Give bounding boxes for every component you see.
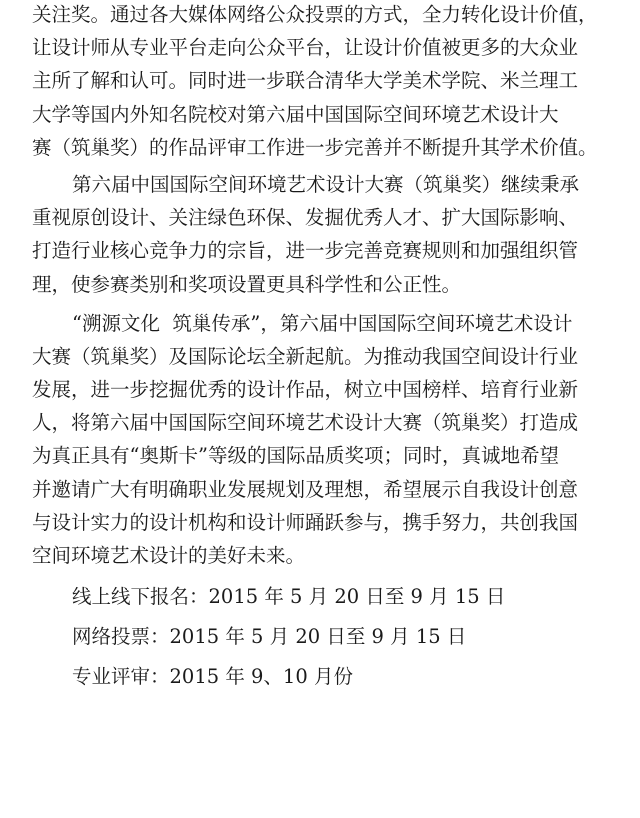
text-line: 打造行业核心竞争力的宗旨，进一步完善竞赛规则和加强组织管 [32, 239, 579, 263]
text-line: 理，使参赛类别和奖项设置更具科学性和公正性。 [32, 272, 462, 296]
paragraph-competition-mission [32, 168, 624, 301]
paragraph-awards-intro [32, 0, 624, 164]
text-line: 发展，进一步挖掘优秀的设计作品，树立中国榜样、培育行业新 [32, 378, 579, 402]
text-line: 人，将第六届中国国际空间环境艺术设计大赛（筑巢奖）打造成 [32, 411, 579, 435]
text-line: 大学等国内外知名院校对第六届中国国际空间环境艺术设计大 [32, 102, 559, 126]
text-line: “溯源文化 筑巢传承”，第六届中国国际空间环境艺术设计 [72, 311, 573, 335]
text-line: 与设计实力的设计机构和设计师踊跃参与，携手努力，共创我国 [32, 510, 579, 534]
schedule-registration: 线上线下报名：2015 年 5 月 20 日至 9 月 15 日 [72, 585, 506, 609]
text-line: 大赛（筑巢奖）及国际论坛全新起航。为推动我国空间设计行业 [32, 344, 579, 368]
schedule-list [32, 577, 624, 697]
schedule-review: 专业评审：2015 年 9、10 月份 [72, 665, 353, 689]
text-line: 让设计师从专业平台走向公众平台，让设计价值被更多的大众业 [32, 36, 579, 60]
text-line: 重视原创设计、关注绿色环保、发掘优秀人才、扩大国际影响、 [32, 206, 579, 230]
paragraph-invitation [32, 307, 624, 573]
text-line: 并邀请广大有明确职业发展规划及理想，希望展示自我设计创意 [32, 477, 579, 501]
text-line: 赛（筑巢奖）的作品评审工作进一步完善并不断提升其学术价值。 [32, 135, 598, 159]
text-line: 关注奖。通过各大媒体网络公众投票的方式，全力转化设计价值， [32, 3, 598, 26]
text-line: 第六届中国国际空间环境艺术设计大赛（筑巢奖）继续秉承 [72, 172, 580, 196]
text-line: 主所了解和认可。同时进一步联合清华大学美术学院、米兰理工 [32, 69, 579, 93]
text-line: 空间环境艺术设计的美好未来。 [32, 544, 306, 567]
text-line: 为真正具有“奥斯卡”等级的国际品质奖项；同时，真诚地希望 [32, 444, 559, 468]
schedule-voting: 网络投票：2015 年 5 月 20 日至 9 月 15 日 [72, 625, 467, 649]
